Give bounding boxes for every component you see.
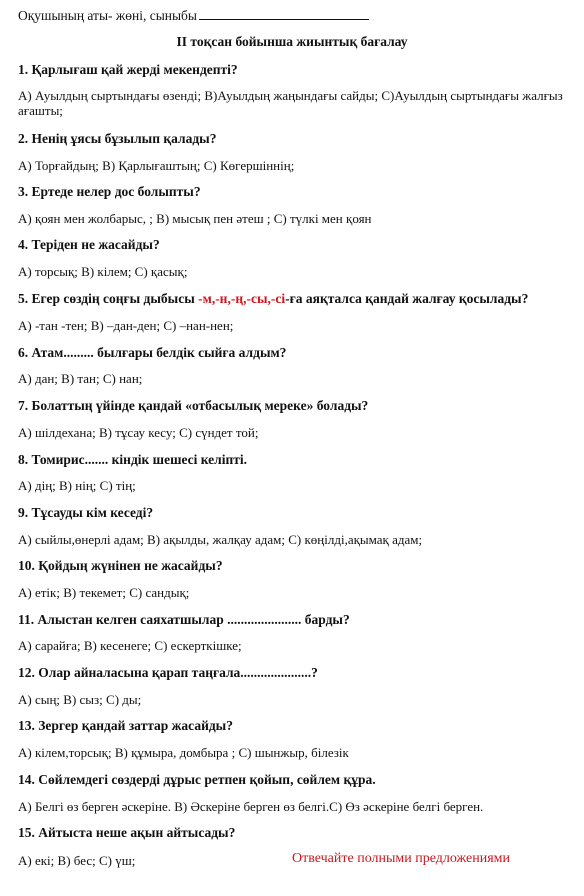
answer-options-5: А) -тан -тен; В) –дан-ден; С) –нан-нен; <box>18 318 234 333</box>
question-4: 4. Теріден не жасайды? <box>18 237 160 252</box>
answer-options-1: А) Ауылдың сыртындағы өзенді; В)Ауылдың жаңындағы сайды; С)Ауылдың сыртындағы жалғыз ағашты; <box>18 88 563 118</box>
question-15: 15. Айтыста неше ақын айтысады? <box>18 825 236 840</box>
question-9: 9. Тұсауды кім кеседі? <box>18 505 154 520</box>
worksheet-title: II тоқсан бойынша жиынтық бағалау <box>176 34 408 49</box>
answer-options-10: А) етік; В) текемет; С) сандық; <box>18 585 190 600</box>
answer-options-9: А) сыйлы,өнерлі адам; В) ақылды, жалқау адам; С) көңілді,ақымақ адам; <box>18 532 423 547</box>
answer-options-11: А) сарайға; В) кесенеге; С) ескерткішке; <box>18 638 242 653</box>
answer-options-7: А) шілдехана; В) тұсау кесу; С) сүндет той; <box>18 425 259 440</box>
answer-options-15: А) екі; В) бес; С) үш; <box>18 853 136 868</box>
answer-options-12: А) сың; В) сыз; С) ды; <box>18 692 142 707</box>
question-1: 1. Қарлығаш қай жерді мекендепті? <box>18 62 238 77</box>
answer-options-8: А) дің; В) нің; С) тің; <box>18 478 136 493</box>
question-3: 3. Ертеде нелер дос болыпты? <box>18 184 201 199</box>
answer-options-14: А) Белгі өз берген әскеріне. В) Әскеріне берген өз белгі.С) Өз әскеріне белгі берген. <box>18 799 484 814</box>
question-7: 7. Болаттың үйінде қандай «отбасылық мереке» болады? <box>18 398 369 413</box>
question-5 <box>18 291 528 307</box>
question-5-start: 5. Егер сөздің соңғы дыбысы <box>18 291 199 306</box>
question-8: 8. Томирис....... кіндік шешесі келіпті. <box>18 452 248 467</box>
answer-options-3: А) қоян мен жолбарыс, ; В) мысық пен әтеш ; С) түлкі мен қоян <box>18 211 372 226</box>
question-11: 11. Алыстан келген саяхатшылар ...................... барды? <box>18 612 350 627</box>
question-14: 14. Сөйлемдегі сөздерді дұрыс ретпен қойып, сөйлем құра. <box>18 772 376 787</box>
answer-options-6: А) дан; В) тан; С) нан; <box>18 371 143 386</box>
answer-options-2: А) Торғайдың; В) Қарлығаштың; С) Көгершіннің; <box>18 158 295 173</box>
question-13: 13. Зергер қандай заттар жасайды? <box>18 718 233 733</box>
question-5-end: -ға аяқталса қандай жалғау қосылады? <box>285 291 529 306</box>
instruction-note: Отвечайте полными предложениями <box>292 851 511 866</box>
student-name-line <box>18 7 369 24</box>
question-6: 6. Атам......... былғары белдік сыйға алдым? <box>18 345 287 360</box>
student-name-label: Оқушының аты- жөні, сыныбы <box>18 8 198 23</box>
question-10: 10. Қойдың жүнінен не жасайды? <box>18 558 223 573</box>
question-12: 12. Олар айналасына қарап таңғала.....................? <box>18 665 318 680</box>
answer-options-4: А) торсық; В) кілем; С) қасық; <box>18 264 188 279</box>
answer-options-13: А) кілем,торсық; В) құмыра, домбыра ; С) шынжыр, білезік <box>18 745 349 760</box>
student-name-blank[interactable] <box>199 7 369 20</box>
question-5-suffixes: -м,-н,-ң,-сы,-сі <box>198 291 286 306</box>
question-2: 2. Ненің ұясы бұзылып қалады? <box>18 131 217 146</box>
